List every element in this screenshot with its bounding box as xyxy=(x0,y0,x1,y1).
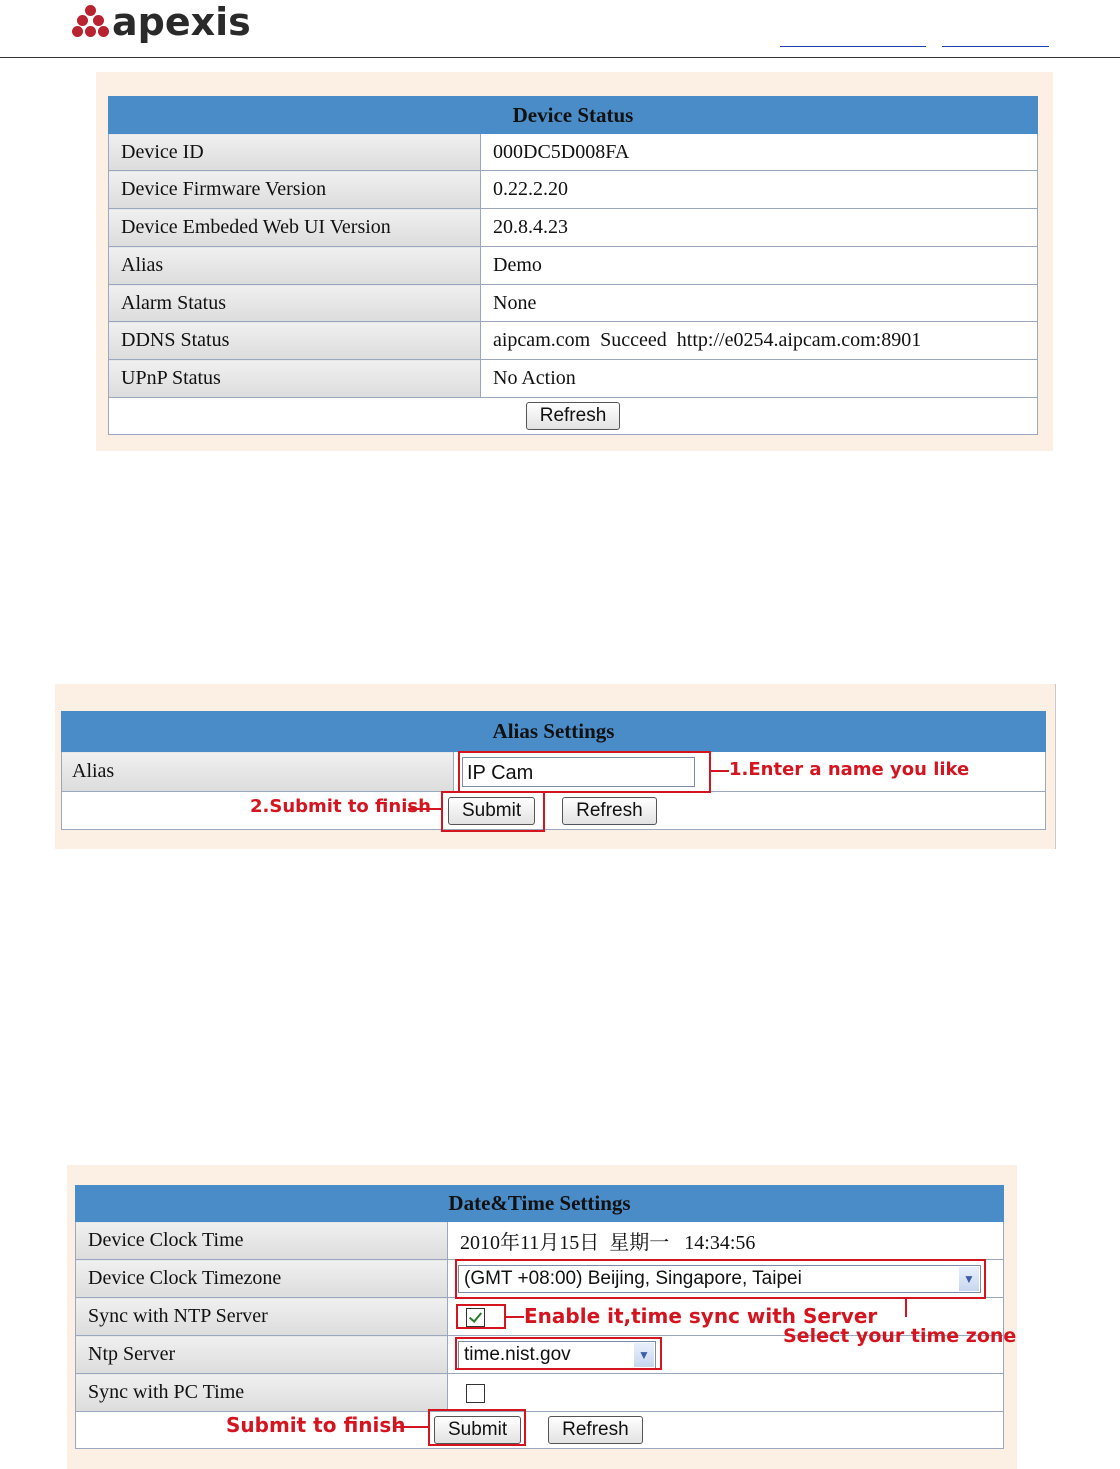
row-label: Device Embeded Web UI Version xyxy=(109,209,481,247)
row-label: Device Firmware Version xyxy=(109,171,481,209)
logo-dots-icon xyxy=(72,2,110,42)
clock-time-label: Device Clock Time xyxy=(76,1222,448,1260)
ddns-status-value: aipcam.com Succeed http://e0254.aipcam.com:8901 xyxy=(481,322,1038,360)
timezone-label: Device Clock Timezone xyxy=(76,1260,448,1298)
row-label: Alarm Status xyxy=(109,285,481,322)
device-id-value: 000DC5D008FA xyxy=(481,134,1038,171)
chevron-down-icon[interactable]: ▼ xyxy=(634,1343,654,1367)
chevron-down-icon[interactable]: ▼ xyxy=(959,1267,979,1291)
table-row xyxy=(109,247,1038,285)
annotation-enable-sync: Enable it,time sync with Server xyxy=(524,1304,878,1328)
device-status-title: Device Status xyxy=(109,97,1038,134)
datetime-actions xyxy=(76,1412,1004,1449)
apexis-logo xyxy=(72,2,251,42)
alias-submit-button[interactable]: Submit xyxy=(448,797,535,825)
annotation-pointer-line xyxy=(905,1299,907,1317)
web-ui-version-value: 20.8.4.23 xyxy=(481,209,1038,247)
annotation-submit-finish: Submit to finish xyxy=(226,1413,406,1437)
datetime-submit-button[interactable]: Submit xyxy=(434,1416,521,1444)
sync-pc-checkbox[interactable] xyxy=(466,1384,485,1403)
page-header xyxy=(0,0,1120,58)
firmware-version-value: 0.22.2.20 xyxy=(481,171,1038,209)
alias-input[interactable]: IP Cam xyxy=(462,757,695,787)
highlight-alias-input xyxy=(458,751,711,793)
device-status-refresh-button[interactable]: Refresh xyxy=(526,402,621,430)
table-row xyxy=(109,209,1038,247)
header-link-underline-2[interactable] xyxy=(942,46,1049,47)
alias-actions xyxy=(62,792,1046,830)
clock-time-value: 2010年11月15日 星期一 14:34:56 xyxy=(448,1222,1004,1260)
alarm-status-value: None xyxy=(481,285,1038,322)
ntp-server-select-value: time.nist.gov xyxy=(464,1343,571,1365)
row-label: DDNS Status xyxy=(109,322,481,360)
table-row xyxy=(109,134,1038,171)
sync-pc-label: Sync with PC Time xyxy=(76,1374,448,1412)
device-status-actions xyxy=(109,398,1038,435)
annotation-pointer-line xyxy=(506,1316,524,1318)
highlight-sync-ntp-checkbox xyxy=(456,1304,506,1329)
table-row xyxy=(109,360,1038,398)
logo-text: apexis xyxy=(112,0,251,44)
highlight-datetime-submit xyxy=(428,1409,526,1446)
highlight-alias-submit xyxy=(441,791,545,832)
annotation-enter-name: 1.Enter a name you like xyxy=(729,759,970,780)
table-row xyxy=(109,171,1038,209)
table-row xyxy=(109,322,1038,360)
row-label: Alias xyxy=(109,247,481,285)
annotation-pointer-line xyxy=(711,770,729,772)
alias-settings-title: Alias Settings xyxy=(62,712,1046,752)
datetime-refresh-button[interactable]: Refresh xyxy=(548,1416,643,1444)
alias-value: Demo xyxy=(481,247,1038,285)
ntp-server-label: Ntp Server xyxy=(76,1336,448,1374)
alias-refresh-button[interactable]: Refresh xyxy=(562,797,657,825)
upnp-status-value: No Action xyxy=(481,360,1038,398)
datetime-settings-title: Date&Time Settings xyxy=(76,1186,1004,1222)
row-label: Device ID xyxy=(109,134,481,171)
table-row xyxy=(76,1222,1004,1260)
table-row xyxy=(76,1374,1004,1412)
annotation-select-timezone: Select your time zone xyxy=(783,1325,1017,1347)
header-link-underline-1[interactable] xyxy=(780,46,926,47)
row-label: UPnP Status xyxy=(109,360,481,398)
panel-edge-line xyxy=(1055,684,1056,849)
table-row xyxy=(109,285,1038,322)
highlight-timezone-select xyxy=(455,1259,986,1299)
timezone-select-value: (GMT +08:00) Beijing, Singapore, Taipei xyxy=(464,1267,802,1289)
highlight-ntp-server-select xyxy=(455,1337,662,1370)
device-status-table xyxy=(108,96,1038,435)
alias-label: Alias xyxy=(62,752,454,792)
sync-ntp-label: Sync with NTP Server xyxy=(76,1298,448,1336)
annotation-submit-finish: 2.Submit to finish xyxy=(250,796,431,817)
